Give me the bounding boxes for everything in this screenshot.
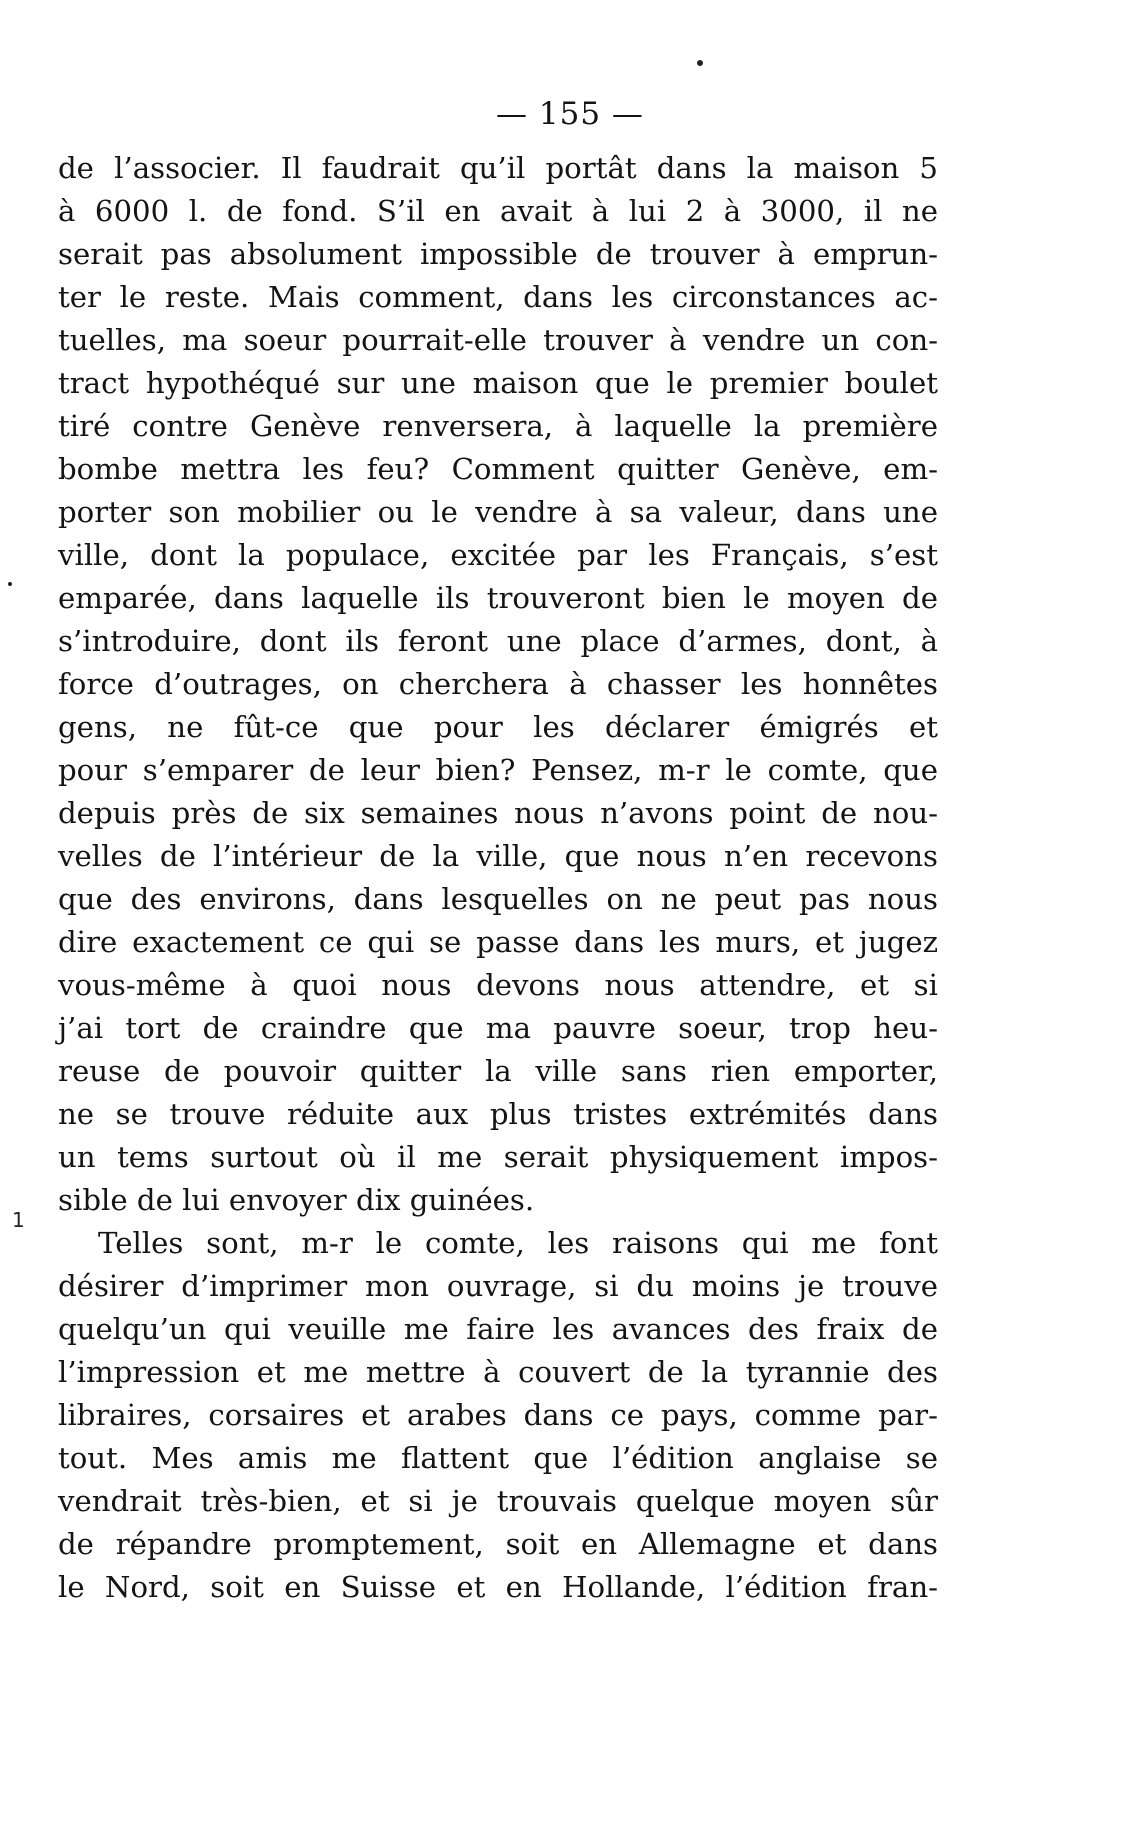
text-line: reuse de pouvoir quitter la ville sans rien emporter,	[58, 1054, 938, 1088]
text-line: vous-même à quoi nous devons nous attendre, et si	[58, 968, 938, 1002]
text-line: l’impression et me mettre à couvert de la tyrannie des	[58, 1355, 938, 1389]
text-line: tiré contre Genève renversera, à laquelle la première	[58, 409, 938, 443]
text-line: s’introduire, dont ils feront une place d’armes, dont, à	[58, 624, 938, 658]
text-line: pour s’emparer de leur bien? Pensez, m-r le comte, que	[58, 753, 938, 787]
text-line: que des environs, dans lesquelles on ne peut pas nous	[58, 882, 938, 916]
text-line: tout. Mes amis me flattent que l’édition anglaise se	[58, 1441, 938, 1475]
text-line: ville, dont la populace, excitée par les Français, s’est	[58, 538, 938, 572]
text-line: Telles sont, m-r le comte, les raisons qui me font	[98, 1226, 938, 1260]
text-line: dire exactement ce qui se passe dans les murs, et jugez	[58, 925, 938, 959]
text-line: ne se trouve réduite aux plus tristes extrémités dans	[58, 1097, 938, 1131]
text-line: tuelles, ma soeur pourrait-elle trouver à vendre un con-	[58, 323, 938, 357]
text-line: libraires, corsaires et arabes dans ce pays, comme par-	[58, 1398, 938, 1432]
text-line: quelqu’un qui veuille me faire les avances des fraix de	[58, 1312, 938, 1346]
text-line: gens, ne fût-ce que pour les déclarer émigrés et	[58, 710, 938, 744]
text-line: emparée, dans laquelle ils trouveront bien le moyen de	[58, 581, 938, 615]
text-line: force d’outrages, on cherchera à chasser les honnêtes	[58, 667, 938, 701]
margin-mark: 1	[12, 1208, 25, 1232]
text-line: de l’associer. Il faudrait qu’il portât dans la maison 5	[58, 151, 938, 185]
text-line: ter le reste. Mais comment, dans les circonstances ac-	[58, 280, 938, 314]
text-line: de répandre promptement, soit en Allemagne et dans	[58, 1527, 938, 1561]
text-line: sible de lui envoyer dix guinées.	[58, 1183, 535, 1217]
text-line: j’ai tort de craindre que ma pauvre soeur, trop heu-	[58, 1011, 938, 1045]
text-line: depuis près de six semaines nous n’avons point de nou-	[58, 796, 938, 830]
body-text	[58, 147, 938, 1609]
text-line: tract hypothéqué sur une maison que le premier boulet	[58, 366, 938, 400]
page-number: — 155 —	[496, 96, 644, 132]
ink-speck	[8, 582, 12, 586]
text-line: velles de l’intérieur de la ville, que nous n’en recevons	[58, 839, 938, 873]
text-line: un tems surtout où il me serait physiquement impos-	[58, 1140, 938, 1174]
text-line: vendrait très-bien, et si je trouvais quelque moyen sûr	[58, 1484, 938, 1518]
text-line: désirer d’imprimer mon ouvrage, si du moins je trouve	[58, 1269, 938, 1303]
text-line: porter son mobilier ou le vendre à sa valeur, dans une	[58, 495, 938, 529]
ink-speck	[697, 60, 703, 66]
text-line: bombe mettra les feu? Comment quitter Genève, em-	[58, 452, 938, 486]
text-line: serait pas absolument impossible de trouver à emprun-	[58, 237, 938, 271]
text-line: le Nord, soit en Suisse et en Hollande, l’édition fran-	[58, 1570, 938, 1604]
text-line: à 6000 l. de fond. S’il en avait à lui 2 à 3000, il ne	[58, 194, 938, 228]
